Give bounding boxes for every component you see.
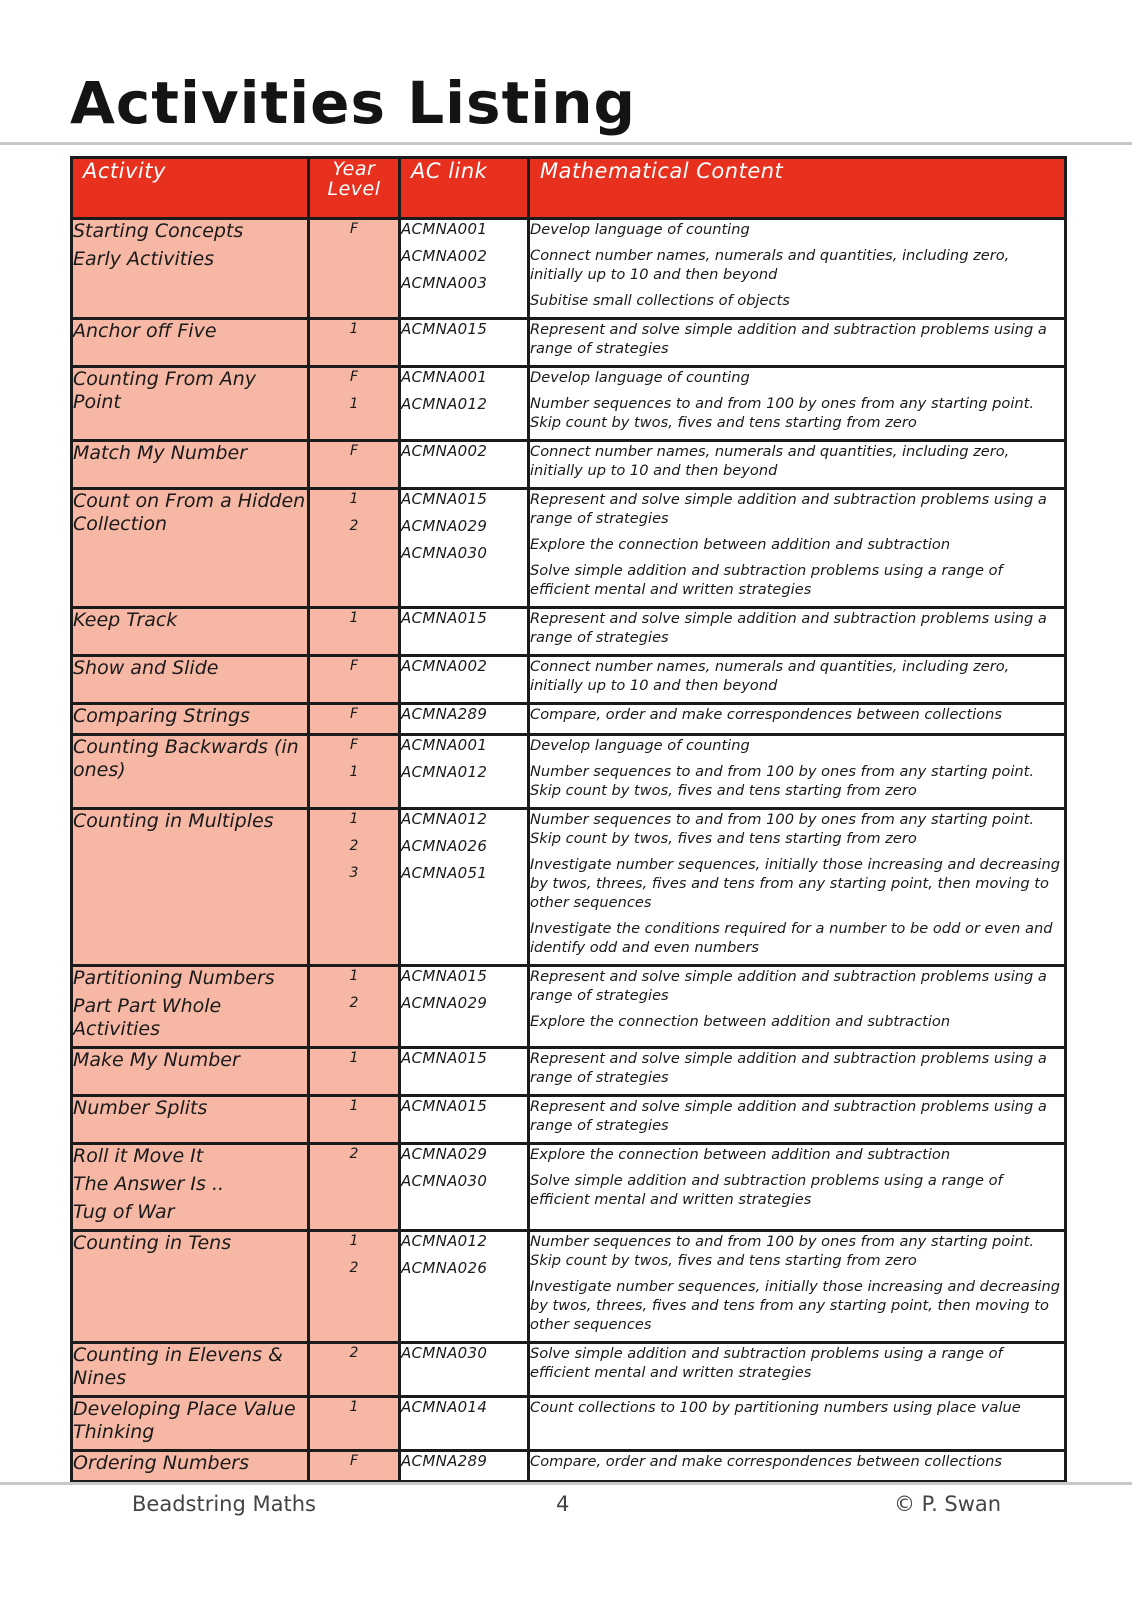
table-row	[72, 1048, 1066, 1096]
ac-code: ACMNA029	[401, 517, 488, 535]
content-description: Investigate the conditions required for a number to be odd or even and identify odd and even numbers	[530, 920, 1053, 956]
content-description: Compare, order and make correspondences between collections	[530, 1453, 1003, 1470]
header-activity: Activity	[72, 158, 309, 219]
year-level-cell	[309, 1397, 400, 1451]
content-description: Solve simple addition and subtraction problems using a range of efficient mental and written strategies	[530, 1172, 1003, 1208]
content-cell	[529, 608, 1066, 656]
page-title: Activities Listing	[70, 69, 636, 137]
activity-name-cell	[72, 1343, 309, 1397]
ac-code: ACMNA051	[401, 864, 488, 882]
content-description: Connect number names, numerals and quantities, including zero, initially up to 10 and then beyond	[530, 658, 1010, 694]
year-level: 2	[349, 995, 359, 1011]
content-cell	[529, 1397, 1066, 1451]
activity-name: Counting in Elevens & Nines	[73, 1344, 283, 1389]
ac-code: ACMNA002	[401, 247, 488, 265]
content-cell	[529, 966, 1066, 1048]
content-cell	[529, 367, 1066, 441]
year-level: 1	[349, 968, 359, 984]
activity-name: Part Part Whole Activities	[73, 995, 222, 1040]
year-level-cell	[309, 1231, 400, 1343]
content-cell	[529, 219, 1066, 319]
activity-name-cell	[72, 219, 309, 319]
content-description: Number sequences to and from 100 by ones from any starting point. Skip count by twos, fives and tens starting from zero	[530, 763, 1035, 799]
content-cell	[529, 656, 1066, 704]
ac-link-cell	[400, 1096, 529, 1144]
ac-code: ACMNA289	[401, 705, 488, 723]
activity-name: Tug of War	[73, 1201, 175, 1223]
content-description: Represent and solve simple addition and subtraction problems using a range of strategies	[530, 1050, 1047, 1086]
ac-link-cell	[400, 319, 529, 367]
ac-link-cell	[400, 1343, 529, 1397]
ac-code: ACMNA012	[401, 810, 488, 828]
content-description: Count collections to 100 by partitioning numbers using place value	[530, 1399, 1021, 1416]
ac-link-cell	[400, 704, 529, 735]
ac-link-cell	[400, 1231, 529, 1343]
activity-name-cell	[72, 1397, 309, 1451]
table-row	[72, 319, 1066, 367]
year-level: 1	[349, 491, 359, 507]
ac-link-cell	[400, 219, 529, 319]
table-row	[72, 1231, 1066, 1343]
activity-name: Developing Place Value Thinking	[73, 1398, 296, 1443]
year-level-cell	[309, 735, 400, 809]
activity-name: Partitioning Numbers	[73, 967, 275, 989]
footer-divider	[0, 1482, 1132, 1485]
table-row	[72, 1397, 1066, 1451]
year-level-cell	[309, 608, 400, 656]
content-cell	[529, 441, 1066, 489]
ac-link-cell	[400, 1451, 529, 1482]
ac-code: ACMNA026	[401, 837, 488, 855]
ac-code: ACMNA030	[401, 544, 488, 562]
content-description: Subitise small collections of objects	[530, 292, 790, 309]
ac-link-cell	[400, 966, 529, 1048]
table-row	[72, 367, 1066, 441]
content-description: Investigate number sequences, initially those increasing and decreasing by twos, threes, fives and tens from any starting point, then moving to other sequences	[530, 856, 1060, 911]
activities-table	[70, 156, 1067, 1483]
activity-name: Early Activities	[73, 248, 215, 270]
year-level-cell	[309, 704, 400, 735]
header-mathematical-content: Mathematical Content	[529, 158, 1066, 219]
year-level: 1	[349, 396, 359, 412]
ac-link-cell	[400, 656, 529, 704]
year-level: 1	[349, 1050, 359, 1066]
ac-code: ACMNA002	[401, 657, 488, 675]
activity-name-cell	[72, 489, 309, 608]
table-row	[72, 219, 1066, 319]
year-level-cell	[309, 1343, 400, 1397]
table-row	[72, 1096, 1066, 1144]
activity-name: The Answer Is ..	[73, 1173, 225, 1195]
year-level: F	[349, 221, 359, 237]
year-level: F	[349, 369, 359, 385]
ac-code: ACMNA026	[401, 1259, 488, 1277]
year-level-cell	[309, 966, 400, 1048]
table-row	[72, 441, 1066, 489]
content-description: Develop language of counting	[530, 737, 750, 754]
activity-name-cell	[72, 704, 309, 735]
content-description: Explore the connection between addition and subtraction	[530, 1013, 951, 1030]
header-divider	[0, 142, 1132, 145]
ac-code: ACMNA015	[401, 490, 488, 508]
year-level: 2	[349, 518, 359, 534]
table-row	[72, 735, 1066, 809]
content-description: Explore the connection between addition and subtraction	[530, 536, 951, 553]
activity-name-cell	[72, 966, 309, 1048]
content-cell	[529, 1231, 1066, 1343]
ac-link-cell	[400, 489, 529, 608]
activity-name: Starting Concepts	[73, 220, 244, 242]
content-description: Represent and solve simple addition and subtraction problems using a range of strategies	[530, 491, 1047, 527]
activity-name: Counting in Tens	[73, 1232, 232, 1254]
content-cell	[529, 809, 1066, 966]
content-description: Number sequences to and from 100 by ones from any starting point. Skip count by twos, fives and tens starting from zero	[530, 395, 1035, 431]
activity-name-cell	[72, 1231, 309, 1343]
ac-link-cell	[400, 367, 529, 441]
header-year-level: Year Level	[309, 158, 400, 219]
activity-name: Make My Number	[73, 1049, 240, 1071]
table-row	[72, 1451, 1066, 1482]
table-row	[72, 608, 1066, 656]
content-cell	[529, 704, 1066, 735]
activity-name: Count on From a Hidden Collection	[73, 490, 306, 535]
year-level-cell	[309, 656, 400, 704]
content-description: Develop language of counting	[530, 369, 750, 386]
content-cell	[529, 1096, 1066, 1144]
ac-code: ACMNA030	[401, 1344, 488, 1362]
table-row	[72, 489, 1066, 608]
activity-name-cell	[72, 735, 309, 809]
ac-code: ACMNA001	[401, 736, 488, 754]
ac-link-cell	[400, 441, 529, 489]
ac-code: ACMNA015	[401, 1049, 488, 1067]
year-level-cell	[309, 1144, 400, 1231]
content-description: Connect number names, numerals and quantities, including zero, initially up to 10 and then beyond	[530, 247, 1010, 283]
ac-code: ACMNA015	[401, 609, 488, 627]
year-level: 1	[349, 811, 359, 827]
content-description: Investigate number sequences, initially those increasing and decreasing by twos, threes, fives and tens from any starting point, then moving to other sequences	[530, 1278, 1060, 1333]
table-row	[72, 704, 1066, 735]
activity-name-cell	[72, 441, 309, 489]
year-level: 3	[349, 865, 359, 881]
year-level-cell	[309, 1451, 400, 1482]
ac-code: ACMNA003	[401, 274, 488, 292]
content-description: Number sequences to and from 100 by ones from any starting point. Skip count by twos, fives and tens starting from zero	[530, 811, 1035, 847]
activity-name-cell	[72, 656, 309, 704]
activity-name: Keep Track	[73, 609, 178, 631]
content-cell	[529, 1048, 1066, 1096]
content-cell	[529, 489, 1066, 608]
content-description: Compare, order and make correspondences between collections	[530, 706, 1003, 723]
activity-name: Comparing Strings	[73, 705, 250, 727]
activity-name-cell	[72, 367, 309, 441]
year-level: 2	[349, 838, 359, 854]
ac-code: ACMNA015	[401, 320, 488, 338]
table-body	[72, 219, 1066, 1482]
ac-link-cell	[400, 735, 529, 809]
year-level: F	[349, 443, 359, 459]
ac-code: ACMNA014	[401, 1398, 488, 1416]
table-header-row	[72, 158, 1066, 219]
activity-name: Counting Backwards (in ones)	[73, 736, 299, 781]
activity-name-cell	[72, 809, 309, 966]
content-cell	[529, 1343, 1066, 1397]
activity-name-cell	[72, 1048, 309, 1096]
year-level-cell	[309, 489, 400, 608]
content-description: Represent and solve simple addition and subtraction problems using a range of strategies	[530, 968, 1047, 1004]
year-level: F	[349, 737, 359, 753]
year-level: 1	[349, 1399, 359, 1415]
table-row	[72, 1343, 1066, 1397]
content-cell	[529, 1451, 1066, 1482]
year-level-cell	[309, 1096, 400, 1144]
footer-copyright: © P. Swan	[894, 1492, 1002, 1516]
content-description: Connect number names, numerals and quantities, including zero, initially up to 10 and then beyond	[530, 443, 1010, 479]
year-level: 2	[349, 1260, 359, 1276]
content-description: Number sequences to and from 100 by ones from any starting point. Skip count by twos, fives and tens starting from zero	[530, 1233, 1035, 1269]
ac-code: ACMNA029	[401, 994, 488, 1012]
content-description: Represent and solve simple addition and subtraction problems using a range of strategies	[530, 1098, 1047, 1134]
content-cell	[529, 319, 1066, 367]
table-row	[72, 809, 1066, 966]
activity-name: Counting From Any Point	[73, 368, 257, 413]
ac-code: ACMNA029	[401, 1145, 488, 1163]
year-level: 1	[349, 1098, 359, 1114]
ac-link-cell	[400, 1144, 529, 1231]
activity-name: Anchor off Five	[73, 320, 217, 342]
activity-name-cell	[72, 1144, 309, 1231]
activity-name: Match My Number	[73, 442, 248, 464]
activity-name-cell	[72, 1451, 309, 1482]
content-description: Solve simple addition and subtraction problems using a range of efficient mental and written strategies	[530, 562, 1003, 598]
ac-code: ACMNA002	[401, 442, 488, 460]
ac-link-cell	[400, 1048, 529, 1096]
content-description: Explore the connection between addition and subtraction	[530, 1146, 951, 1163]
year-level: 2	[349, 1146, 359, 1162]
year-level-cell	[309, 1048, 400, 1096]
activity-name-cell	[72, 1096, 309, 1144]
footer-book-title: Beadstring Maths	[132, 1492, 316, 1516]
year-level: 1	[349, 1233, 359, 1249]
activity-name: Ordering Numbers	[73, 1452, 249, 1474]
ac-code: ACMNA015	[401, 967, 488, 985]
year-level-cell	[309, 441, 400, 489]
ac-link-cell	[400, 608, 529, 656]
ac-link-cell	[400, 809, 529, 966]
activity-name: Number Splits	[73, 1097, 208, 1119]
year-level-cell	[309, 367, 400, 441]
ac-code: ACMNA289	[401, 1452, 488, 1470]
year-level: F	[349, 706, 359, 722]
content-description: Solve simple addition and subtraction problems using a range of efficient mental and written strategies	[530, 1345, 1003, 1381]
ac-code: ACMNA012	[401, 1232, 488, 1250]
table-row	[72, 966, 1066, 1048]
ac-code: ACMNA001	[401, 368, 488, 386]
ac-code: ACMNA012	[401, 763, 488, 781]
activity-name: Roll it Move It	[73, 1145, 204, 1167]
activity-name-cell	[72, 608, 309, 656]
activity-name: Show and Slide	[73, 657, 219, 679]
year-level-cell	[309, 319, 400, 367]
year-level: 2	[349, 1345, 359, 1361]
year-level-cell	[309, 809, 400, 966]
ac-code: ACMNA015	[401, 1097, 488, 1115]
activity-name-cell	[72, 319, 309, 367]
year-level: 1	[349, 764, 359, 780]
ac-code: ACMNA001	[401, 220, 488, 238]
ac-link-cell	[400, 1397, 529, 1451]
footer-page-number: 4	[556, 1492, 570, 1516]
content-description: Represent and solve simple addition and subtraction problems using a range of strategies	[530, 321, 1047, 357]
table-row	[72, 1144, 1066, 1231]
year-level: 1	[349, 321, 359, 337]
ac-code: ACMNA030	[401, 1172, 488, 1190]
content-cell	[529, 1144, 1066, 1231]
year-level: F	[349, 658, 359, 674]
year-level: F	[349, 1453, 359, 1469]
content-description: Develop language of counting	[530, 221, 750, 238]
content-cell	[529, 735, 1066, 809]
year-level: 1	[349, 610, 359, 626]
year-level-cell	[309, 219, 400, 319]
content-description: Represent and solve simple addition and subtraction problems using a range of strategies	[530, 610, 1047, 646]
header-ac-link: AC link	[400, 158, 529, 219]
ac-code: ACMNA012	[401, 395, 488, 413]
activity-name: Counting in Multiples	[73, 810, 274, 832]
table-row	[72, 656, 1066, 704]
